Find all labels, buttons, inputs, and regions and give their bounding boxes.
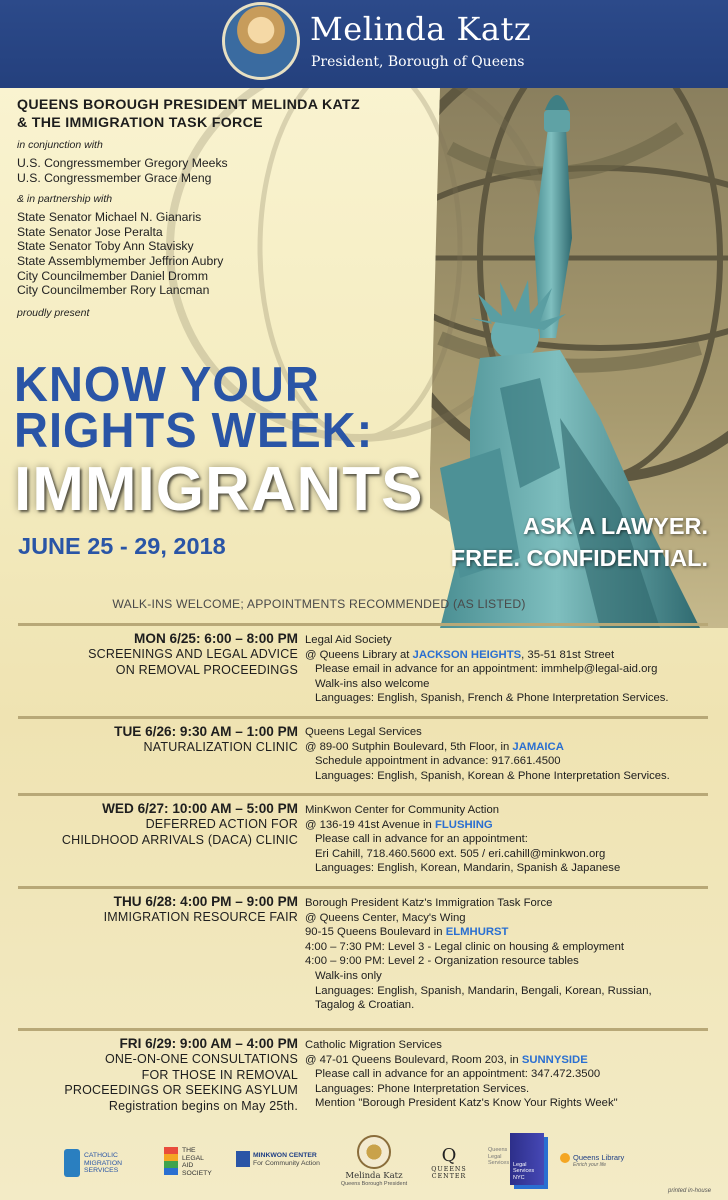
logo-line: SERVICES: [84, 1167, 119, 1174]
loc-text: @ 136-19 41st Avenue in: [305, 818, 435, 831]
neighborhood-highlight: FLUSHING: [434, 818, 493, 831]
event-wed-line-3: Languages: English, Korean, Mandarin, Spanish & Japanese: [315, 862, 621, 875]
event-wed-day: WED 6/27: 10:00 AM – 5:00 PM: [102, 801, 298, 816]
event-thu-location-1: @ Queens Center, Macy's Wing: [305, 911, 466, 924]
event-fri-org: Catholic Migration Services: [305, 1039, 442, 1051]
intro-block: [17, 96, 447, 320]
event-thu-line-1: 4:00 – 7:30 PM: Level 3 - Legal clinic on housing & employment: [305, 940, 625, 953]
event-tue-desc-1: NATURALIZATION CLINIC: [143, 740, 298, 754]
event-thu-details: [305, 896, 715, 1013]
event-mon-location: [305, 648, 715, 663]
event-thu-left: [20, 893, 298, 926]
event-mon-org: Legal Aid Society: [305, 634, 392, 646]
loc-text: , 35-51 81st Street: [521, 648, 615, 661]
library-icon: [560, 1153, 570, 1163]
intro-partner-4: State Assemblymember Jeffrion Aubry: [17, 253, 224, 268]
logo-line: Queens Borough President: [340, 1181, 408, 1187]
event-thu-location-2: [305, 925, 715, 940]
event-dates: JUNE 25 - 29, 2018: [18, 533, 226, 559]
lsnyc-text: [513, 1162, 544, 1182]
event-fri-details: [305, 1038, 715, 1111]
intro-present: proudly present: [17, 306, 90, 319]
title-line-2: RIGHTS WEEK:: [14, 401, 374, 458]
minkwon-icon: [236, 1151, 250, 1167]
divider: [18, 886, 708, 889]
intro-partner-2: State Senator Jose Peralta: [17, 224, 163, 239]
intro-partner-1: State Senator Michael N. Gianaris: [17, 210, 202, 225]
queens-center-logo: [414, 1145, 484, 1180]
title-line-3: IMMIGRANTS: [14, 455, 424, 524]
intro-partner-3: State Senator Toby Ann Stavisky: [17, 239, 194, 254]
intro-headline-2: & THE IMMIGRATION TASK FORCE: [17, 115, 263, 131]
logo-line: Enrich your life: [573, 1162, 607, 1168]
free-confidential-tagline: FREE. CONFIDENTIAL.: [450, 545, 708, 571]
event-wed-desc-1: DEFERRED ACTION FOR: [145, 817, 298, 831]
divider: [18, 793, 708, 796]
event-thu-line-5: Tagalog & Croatian.: [315, 999, 415, 1012]
event-tue-day: TUE 6/26: 9:30 AM – 1:00 PM: [114, 724, 298, 739]
event-fri-desc-2: FOR THOSE IN REMOVAL: [141, 1067, 298, 1082]
event-fri-location: [305, 1053, 715, 1068]
intro-conjunction: in conjunction with: [17, 139, 103, 151]
event-mon-left: [20, 630, 298, 678]
las-stripes-icon: [164, 1147, 178, 1175]
event-fri-left: [20, 1035, 298, 1114]
sponsor-logos: [0, 1135, 728, 1200]
event-mon-details: [305, 633, 715, 706]
event-thu-line-3: Walk-ins only: [315, 969, 382, 982]
event-mon-line-2: Walk-ins also welcome: [315, 677, 430, 690]
event-fri-day: FRI 6/29: 9:00 AM – 4:00 PM: [119, 1036, 298, 1051]
logo-line: AID: [182, 1162, 194, 1169]
event-thu-line-4: Languages: English, Spanish, Mandarin, Bengali, Korean, Russian,: [315, 984, 652, 997]
event-mon-day: MON 6/25: 6:00 – 8:00 PM: [134, 631, 298, 646]
header-subtitle: President, Borough of Queens: [311, 54, 525, 70]
logo-line: Legal: [488, 1153, 502, 1160]
event-thu-day: THU 6/28: 4:00 PM – 9:00 PM: [113, 894, 298, 909]
intro-congress-1: U.S. Congressmember Gregory Meeks: [17, 156, 228, 170]
event-fri-desc-3: PROCEEDINGS OR SEEKING ASYLUM: [64, 1083, 298, 1097]
lsnyc-block: [510, 1133, 544, 1185]
event-thu-line-2: 4:00 – 9:00 PM: Level 2 - Organization resource tables: [305, 955, 579, 968]
event-mon-line-1: Please email in advance for an appointment: immhelp@legal-aid.org: [315, 663, 658, 676]
logo-line: Q: [441, 1145, 457, 1166]
logo-line: LEGAL: [182, 1154, 204, 1162]
logo-line: THE: [182, 1147, 196, 1154]
divider: [18, 623, 708, 626]
loc-text: @ 89-00 Sutphin Boulevard, 5th Floor, in: [305, 740, 513, 753]
loc-text: @ Queens Library at: [305, 648, 413, 661]
neighborhood-highlight: JAMAICA: [512, 740, 564, 753]
logo-line: MIGRATION: [84, 1159, 123, 1167]
logo-line: Queens Library: [573, 1153, 625, 1162]
event-tue-line-2: Languages: English, Spanish, Korean & Phone Interpretation Services.: [315, 769, 670, 782]
event-wed-desc-2: CHILDHOOD ARRIVALS (DACA) CLINIC: [61, 832, 298, 847]
logo-line: SOCIETY: [182, 1169, 212, 1177]
header-banner: [0, 0, 728, 88]
logo-line: Services NYC: [513, 1168, 535, 1181]
intro-headline-1: QUEENS BOROUGH PRESIDENT MELINDA KATZ: [17, 97, 360, 113]
neighborhood-highlight: JACKSON HEIGHTS: [412, 648, 522, 661]
event-tue-location: [305, 740, 715, 755]
event-thu-org: Borough President Katz's Immigration Task Force: [305, 897, 553, 909]
las-text: [182, 1147, 212, 1177]
event-mon-desc-1: SCREENINGS AND LEGAL ADVICE: [88, 647, 298, 661]
event-wed-org: MinKwon Center for Community Action: [305, 804, 500, 816]
seal-icon: [357, 1135, 391, 1169]
cms-text: [84, 1152, 122, 1175]
header-name: Melinda Katz: [310, 10, 532, 48]
intro-partner-6: City Councilmember Rory Lancman: [17, 283, 210, 298]
event-mon-line-3: Languages: English, Spanish, French & Phone Interpretation Services.: [315, 692, 669, 705]
event-wed-line-1: Please call in advance for an appointment:: [315, 833, 528, 846]
walkins-notice: WALK-INS WELCOME; APPOINTMENTS RECOMMENDED (AS LISTED): [112, 597, 526, 611]
event-tue-line-1: Schedule appointment in advance: 917.661.4500: [315, 755, 561, 768]
logo-line: CATHOLIC: [84, 1152, 118, 1159]
event-mon-desc-2: ON REMOVAL PROCEEDINGS: [115, 662, 298, 677]
event-wed-left: [20, 800, 298, 848]
logo-line: Services: [488, 1160, 510, 1166]
event-tue-left: [20, 723, 298, 756]
intro-partnership: & in partnership with: [17, 193, 113, 206]
event-fri-desc-1: ONE-ON-ONE CONSULTATIONS: [104, 1052, 298, 1066]
event-fri-line-3: Mention "Borough President Katz's Know Your Rights Week": [315, 1097, 618, 1110]
title-line-1: KNOW YOUR: [14, 355, 320, 412]
melinda-katz-seal-logo: [334, 1135, 414, 1187]
event-fri-line-1: Please call in advance for an appointment: 347.472.3500: [315, 1068, 601, 1081]
neighborhood-highlight: ELMHURST: [445, 926, 509, 939]
cms-cross-icon: [64, 1149, 80, 1177]
qls-text: [488, 1147, 509, 1167]
ask-lawyer-tagline: ASK A LAWYER.: [523, 513, 708, 539]
intro-congress-2: U.S. Congressmember Grace Meng: [17, 170, 212, 185]
event-tue-details: [305, 725, 715, 783]
divider: [18, 1028, 708, 1031]
logo-line: QUEENS CENTER: [431, 1166, 467, 1180]
logo-line: Legal: [513, 1161, 527, 1168]
portrait-photo: [222, 2, 300, 80]
logo-line: For Community Action: [253, 1160, 320, 1167]
printed-in-house-note: printed in-house: [668, 1188, 712, 1194]
logo-line: Queens: [488, 1147, 508, 1153]
event-wed-details: [305, 803, 715, 876]
event-wed-line-2: Eri Cahill, 718.460.5600 ext. 505 / eri.cahill@minkwon.org: [315, 847, 606, 860]
event-tue-org: Queens Legal Services: [305, 726, 422, 738]
neighborhood-highlight: SUNNYSIDE: [521, 1053, 588, 1066]
loc-text: 90-15 Queens Boulevard in: [305, 926, 446, 939]
event-wed-location: [305, 818, 715, 833]
event-fri-desc-4: Registration begins on May 25th.: [108, 1098, 298, 1113]
logo-line: Melinda Katz: [345, 1171, 403, 1181]
event-thu-desc-1: IMMIGRATION RESOURCE FAIR: [103, 910, 298, 924]
event-fri-line-2: Languages: Phone Interpretation Services.: [315, 1082, 530, 1095]
intro-partner-5: City Councilmember Daniel Dromm: [17, 268, 208, 283]
logo-line: MINKWON CENTER: [253, 1152, 317, 1159]
loc-text: @ 47-01 Queens Boulevard, Room 203, in: [305, 1053, 522, 1066]
divider: [18, 716, 708, 719]
